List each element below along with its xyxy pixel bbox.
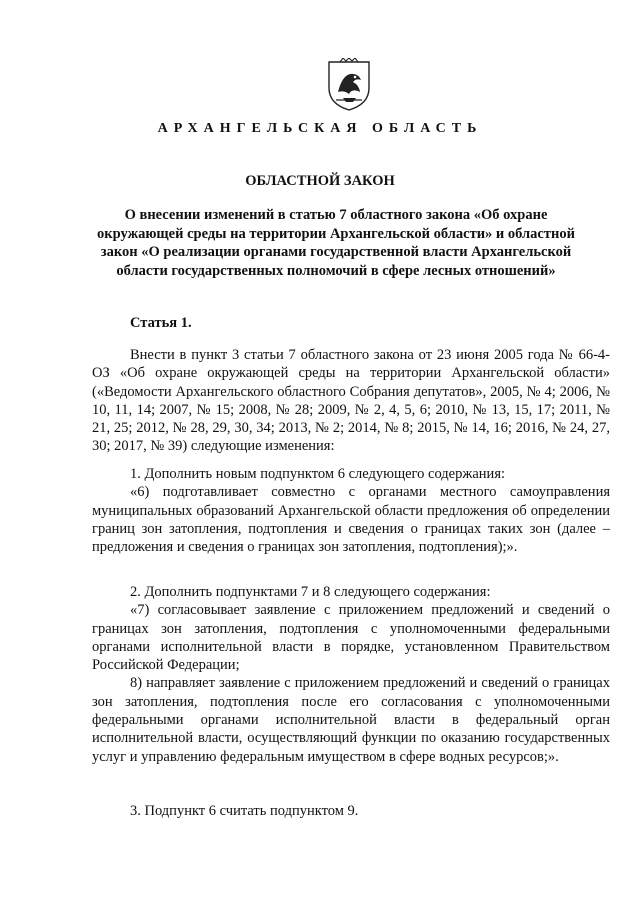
- law-title: О внесении изменений в статью 7 областного закона «Об охране окружающей среды на территории Архангельской области» и областной закон «О реализации органами государственной власти Архангельской области государственных полномочий в сфере лесных отношений»: [97, 207, 575, 279]
- article-block-intro: [92, 346, 610, 456]
- paragraph-subitem-8: 8) направляет заявление с приложением предложений и сведений о границах зон затопления, подтопления после его согласования с уполномоченными федеральными органами исполнительной власти в федеральный орган исполнительной власти, осуществляющий функции по оказанию государственных услуг и управлению федеральным имуществом в сфере водных ресурсов;».: [92, 675, 610, 765]
- article-block-item-1: [92, 465, 610, 556]
- paragraph-subitem-7: «7) согласовывает заявление с приложением предложений и сведений о границах зон затопления, подтопления с уполномоченными федеральными органами исполнительной власти в порядке, установленном Правительством Российской Федерации;: [92, 602, 610, 674]
- article-block-item-3: [92, 802, 610, 820]
- paragraph-subitem-6: «6) подготавливает совместно с органами местного самоуправления муниципальных образований Архангельской области предложения об определении границ зон затопления, подтопления и сведения о границах таких зон (далее – предложения и сведения о границах зон затопления, подтопления);».: [92, 484, 610, 556]
- paragraph-item-1: 1. Дополнить новым подпунктом 6 следующего содержания:: [130, 466, 506, 482]
- paragraph-intro: Внести в пункт 3 статьи 7 областного закона от 23 июня 2005 года № 66-4-ОЗ «Об охране окружающей среды на территории Архангельской области» («Ведомости Архангельского областного Собрания депутатов», 2005, № 4; 2006, № 10, 11, 14; 2007, № 15; 2008, № 28; 2009, № 2, 4, 5, 6; 2010, № 13, 15, 17; 2011, № 21, 25; 2012, № 28, 29, 30, 34; 2013, № 2; 2014, № 8; 2015, № 14, 16; 2016, № 24, 27, 30; 2017, № 39) следующие изменения:: [92, 347, 610, 455]
- paragraph-item-2: 2. Дополнить подпунктами 7 и 8 следующего содержания:: [130, 584, 491, 600]
- region-name: АРХАНГЕЛЬСКАЯ ОБЛАСТЬ: [157, 121, 483, 136]
- article-block-item-2: [92, 583, 610, 766]
- document-type: ОБЛАСТНОЙ ЗАКОН: [245, 173, 395, 189]
- article-heading: Статья 1.: [130, 315, 192, 331]
- paragraph-item-3: 3. Подпункт 6 считать подпунктом 9.: [130, 803, 359, 819]
- coat-of-arms-emblem-icon: [326, 58, 372, 112]
